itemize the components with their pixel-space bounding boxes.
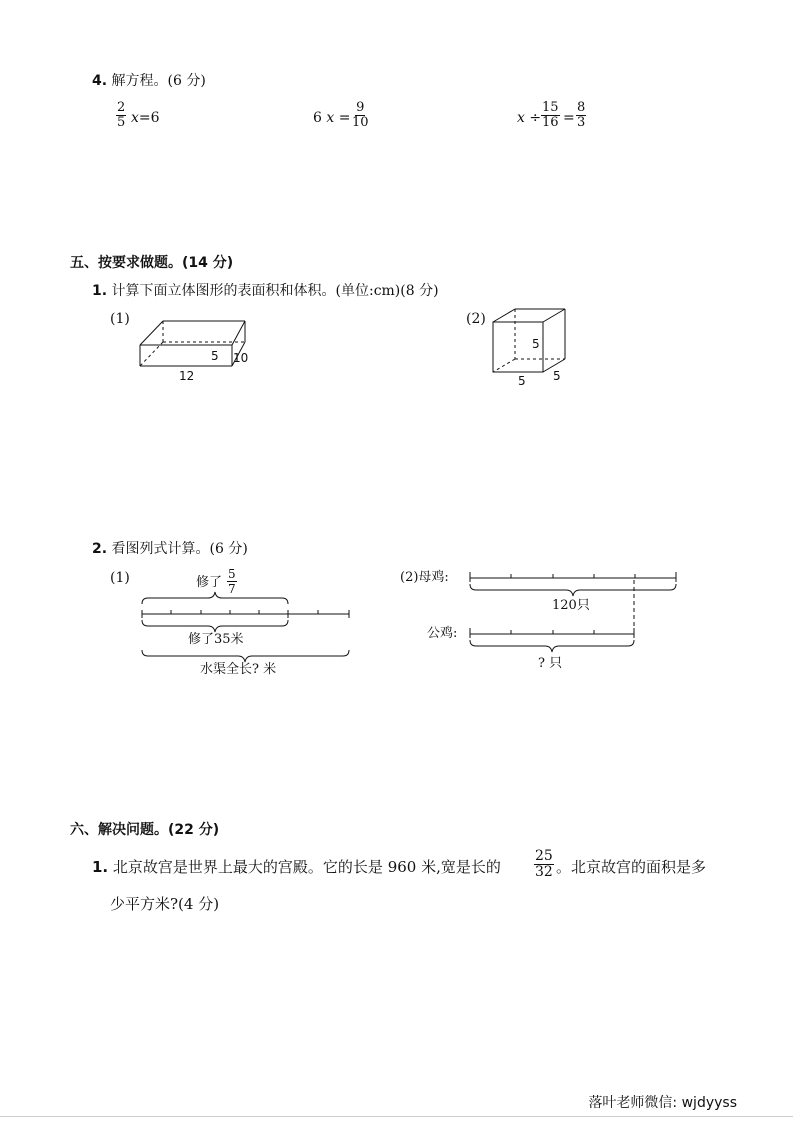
footer-text: 落叶老师微信: wjdyyss [588,1095,737,1111]
eq2-coef: 6 [313,110,322,126]
hen-value-label: 120只 [552,598,590,613]
canal-frac-num: 5 [228,567,236,581]
eq2-eqsign: = [338,110,351,126]
footer-divider [0,1116,793,1117]
eq3-frac1-den: 16 [542,115,559,130]
sec5-q1-number: 1. [92,283,108,299]
sec6-q1-text-before: 北京故宫是世界上最大的宫殿。它的长是 960 米,宽是长的 [112,858,501,876]
canal-bottom-label: 水渠全长? 米 [200,662,277,677]
eq3-frac1-num: 15 [542,100,559,115]
cube-depth-label: 5 [553,369,561,383]
cube-height-label: 5 [532,337,540,351]
eq3-frac2-den: 3 [577,115,586,130]
cube-label: (2) [466,311,486,327]
eq1-rhs: =6 [138,110,160,126]
eq2-frac-num: 9 [356,100,365,115]
sec5-q2-number: 2. [92,541,108,557]
rooster-value-label: ? 只 [538,656,563,671]
eq3-div: ÷ [529,110,542,126]
sec6-q1-number: 1. [92,858,109,876]
eq1-var: x [131,110,139,126]
eq3-frac2-num: 8 [577,100,586,115]
eq1-frac-num: 2 [117,100,126,115]
sec6-frac-num: 25 [535,848,553,864]
sec6-q1-line1 [92,859,501,875]
eq2-frac-den: 10 [352,115,369,130]
sec5-q1-text: 计算下面立体图形的表面积和体积。(单位:cm)(8 分) [111,283,439,299]
hen-label: 母鸡: [418,570,449,585]
canal-top-label: 修了 [196,575,223,590]
cuboid-height-label: 5 [211,349,219,363]
sec6-q1-line2: 少平方米?(4 分) [110,895,220,913]
cuboid-length-label: 12 [179,369,195,383]
sec6-q1-fraction [534,849,554,880]
cuboid-width-label: 10 [233,351,249,365]
cube-width-label: 5 [518,374,526,388]
q4-title-text: 解方程。(6 分) [111,73,206,89]
canal-diagram-label: (1) [110,570,130,586]
eq2-var: x [326,110,335,126]
eq3-eqsign-text: = [563,110,575,126]
rooster-label: 公鸡: [427,626,458,641]
section6-heading: 六、解决问题。(22 分) [70,822,220,838]
canal-frac-den: 7 [228,582,236,596]
q4-number: 4. [92,73,108,89]
sec6-q1-text-after: 。北京故宫的面积是多 [556,858,707,876]
sec6-frac-den: 32 [535,864,553,880]
sec5-q2-text: 看图列式计算。(6 分) [111,541,248,557]
eq1-frac-den: 5 [117,115,126,130]
cuboid-label: (1) [110,311,130,327]
canal-middle-label: 修了35米 [188,632,244,647]
chicken-fig-num: (2) [400,570,419,585]
eq3-var: x [517,110,525,126]
section5-heading: 五、按要求做题。(14 分) [70,255,234,271]
